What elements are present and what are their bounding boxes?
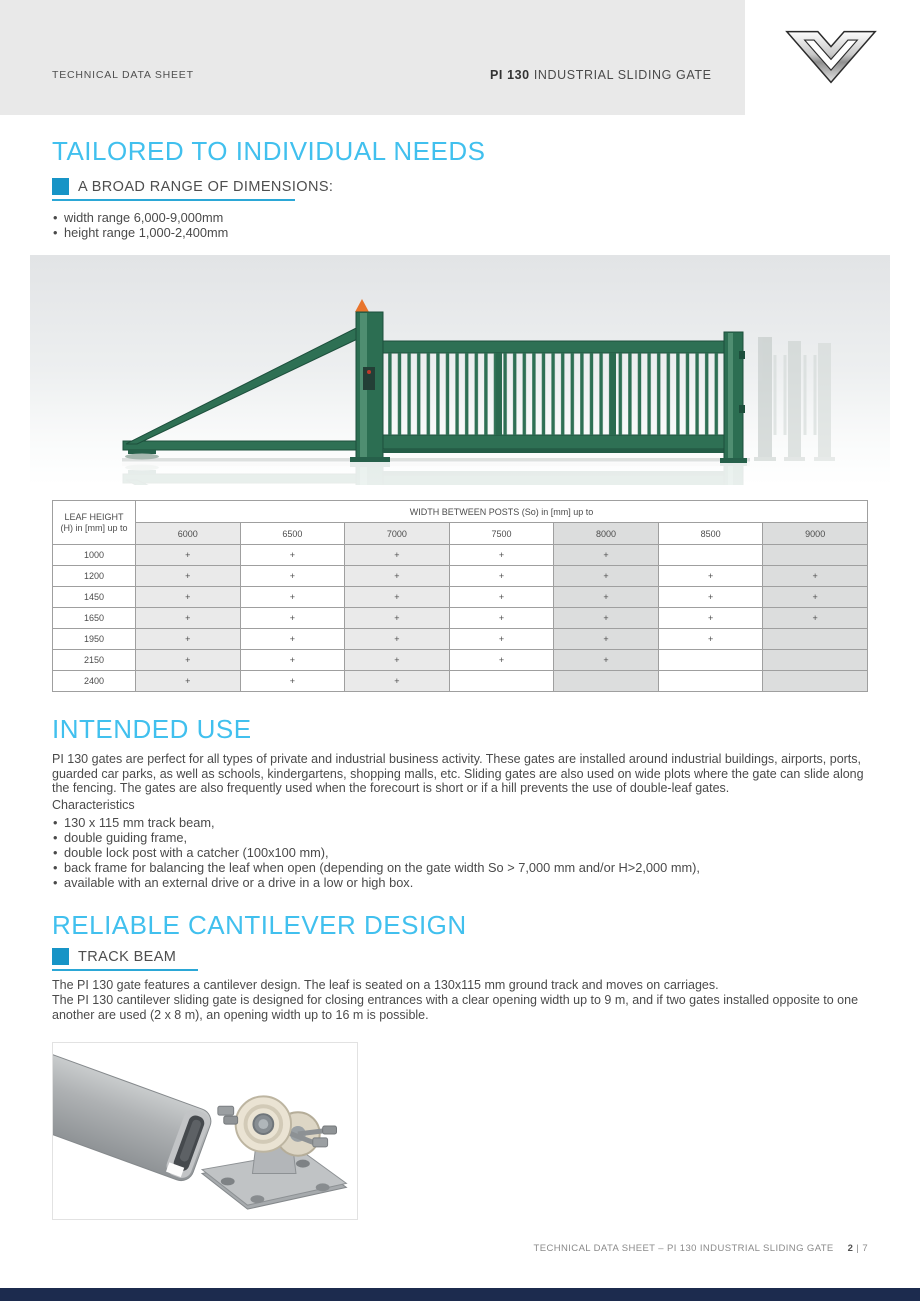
dimension-range-list	[53, 210, 228, 240]
table-corner-header: LEAF HEIGHT (H) in [mm] up to	[53, 501, 136, 545]
column-header-9000: 9000	[763, 523, 868, 545]
row-header-1450: 1450	[53, 587, 136, 608]
product-code: PI 130	[490, 68, 530, 82]
availability-cell: +	[658, 608, 763, 629]
bullet-item: • 130 x 115 mm track beam,	[53, 815, 873, 830]
availability-cell	[763, 650, 868, 671]
blue-square-bullet-icon	[52, 178, 69, 195]
cantilever-paragraph-1: The PI 130 gate features a cantilever design. The leaf is seated on a 130x115 mm ground track and moves on carriages.	[52, 978, 719, 992]
availability-cell	[449, 671, 554, 692]
availability-cell	[763, 671, 868, 692]
table-row-1950	[53, 629, 868, 650]
column-header-8500: 8500	[658, 523, 763, 545]
availability-cell: +	[136, 587, 241, 608]
availability-cell: +	[763, 566, 868, 587]
availability-cell: +	[345, 587, 450, 608]
bullet-item: • width range 6,000-9,000mm	[53, 210, 228, 225]
availability-cell: +	[345, 671, 450, 692]
availability-cell: +	[345, 608, 450, 629]
footer-page-total: 7	[862, 1243, 868, 1254]
availability-cell: +	[136, 650, 241, 671]
product-title	[490, 68, 712, 82]
availability-cell	[763, 629, 868, 650]
bottom-navy-bar	[0, 1288, 920, 1301]
table-row-2400	[53, 671, 868, 692]
availability-cell	[658, 650, 763, 671]
section-title-intended-use: INTENDED USE	[52, 714, 252, 744]
row-header-1000: 1000	[53, 545, 136, 566]
availability-cell	[658, 545, 763, 566]
availability-cell	[658, 671, 763, 692]
availability-cell: +	[240, 650, 345, 671]
brand-w-logo-icon	[784, 28, 878, 86]
availability-cell: +	[136, 545, 241, 566]
availability-cell: +	[136, 608, 241, 629]
row-header-1650: 1650	[53, 608, 136, 629]
column-header-6000: 6000	[136, 523, 241, 545]
column-header-6500: 6500	[240, 523, 345, 545]
characteristics-list	[53, 815, 873, 890]
availability-cell: +	[554, 566, 659, 587]
availability-cell: +	[449, 650, 554, 671]
availability-cell: +	[345, 566, 450, 587]
bullet-item: • double lock post with a catcher (100x100 mm),	[53, 845, 873, 860]
header-band	[0, 0, 745, 115]
availability-cell: +	[554, 545, 659, 566]
footer-page-number: 2	[847, 1243, 854, 1254]
availability-cell: +	[345, 650, 450, 671]
availability-cell: +	[449, 545, 554, 566]
availability-cell: +	[345, 629, 450, 650]
availability-cell: +	[136, 566, 241, 587]
table-row-1000	[53, 545, 868, 566]
row-header-2150: 2150	[53, 650, 136, 671]
availability-cell: +	[658, 629, 763, 650]
table-row-2150	[53, 650, 868, 671]
intended-use-paragraph: PI 130 gates are perfect for all types of private and industrial business activity. These gates are installed around industrial buildings, airports, ports, guarded car parks, as well as schools, kindergartens, shopping malls, etc. Sliding gates are also used on wide plots where the gate can slide along the fencing. The gates are also frequently used when the forecourt is short or if a hill prevents the use of double-leaf gates.	[52, 752, 864, 795]
availability-cell: +	[240, 629, 345, 650]
availability-cell: +	[449, 587, 554, 608]
availability-cell: +	[763, 587, 868, 608]
availability-cell: +	[658, 587, 763, 608]
availability-cell: +	[554, 587, 659, 608]
table-row-1650	[53, 608, 868, 629]
availability-cell: +	[554, 608, 659, 629]
subheading-dimensions	[52, 178, 334, 201]
availability-cell: +	[240, 671, 345, 692]
dimensions-table	[52, 500, 868, 692]
availability-cell	[763, 545, 868, 566]
availability-cell	[554, 671, 659, 692]
doc-type-label: TECHNICAL DATA SHEET	[52, 69, 194, 81]
availability-cell: +	[554, 629, 659, 650]
cantilever-paragraph-2: The PI 130 cantilever sliding gate is designed for closing entrances with a clear opening width up to 9 m, and if two gates installed opposite to one another are used (2 x 8 m), an opening width up to 16 m is possible.	[52, 993, 859, 1022]
gate-render-image	[30, 255, 890, 485]
column-header-7000: 7000	[345, 523, 450, 545]
row-header-2400: 2400	[53, 671, 136, 692]
column-header-8000: 8000	[554, 523, 659, 545]
row-header-1200: 1200	[53, 566, 136, 587]
availability-cell: +	[345, 545, 450, 566]
availability-cell: +	[449, 566, 554, 587]
bullet-item: • available with an external drive or a drive in a low or high box.	[53, 875, 873, 890]
availability-cell: +	[240, 608, 345, 629]
availability-cell: +	[240, 566, 345, 587]
availability-cell: +	[136, 629, 241, 650]
product-name: INDUSTRIAL SLIDING GATE	[529, 68, 712, 82]
section-title-cantilever: RELIABLE CANTILEVER DESIGN	[52, 910, 467, 940]
footer: TECHNICAL DATA SHEET – PI 130 INDUSTRIAL SLIDING GATE 2 | 7	[533, 1243, 868, 1254]
subheading-track-beam-label: TRACK BEAM	[78, 948, 177, 965]
subheading-track-beam	[52, 948, 198, 971]
availability-cell: +	[449, 608, 554, 629]
availability-cell: +	[658, 566, 763, 587]
section-title-tailored: TAILORED TO INDIVIDUAL NEEDS	[52, 136, 486, 166]
column-header-7500: 7500	[449, 523, 554, 545]
bullet-item: • double guiding frame,	[53, 830, 873, 845]
footer-text: TECHNICAL DATA SHEET – PI 130 INDUSTRIAL SLIDING GATE	[533, 1243, 834, 1254]
row-header-1950: 1950	[53, 629, 136, 650]
table-row-1450	[53, 587, 868, 608]
track-beam-photo	[52, 1042, 358, 1220]
bullet-item: • height range 1,000-2,400mm	[53, 225, 228, 240]
characteristics-label: Characteristics	[52, 798, 135, 812]
availability-cell: +	[554, 650, 659, 671]
blue-square-bullet-icon	[52, 948, 69, 965]
availability-cell: +	[763, 608, 868, 629]
table-span-header: WIDTH BETWEEN POSTS (So) in [mm] up to	[136, 501, 868, 523]
availability-cell: +	[449, 629, 554, 650]
availability-cell: +	[240, 587, 345, 608]
availability-cell: +	[136, 671, 241, 692]
subheading-dimensions-label: A BROAD RANGE OF DIMENSIONS:	[78, 178, 334, 195]
bullet-item: • back frame for balancing the leaf when open (depending on the gate width So > 7,000 mm and/or H>2,000 mm),	[53, 860, 873, 875]
availability-cell: +	[240, 545, 345, 566]
table-row-1200	[53, 566, 868, 587]
